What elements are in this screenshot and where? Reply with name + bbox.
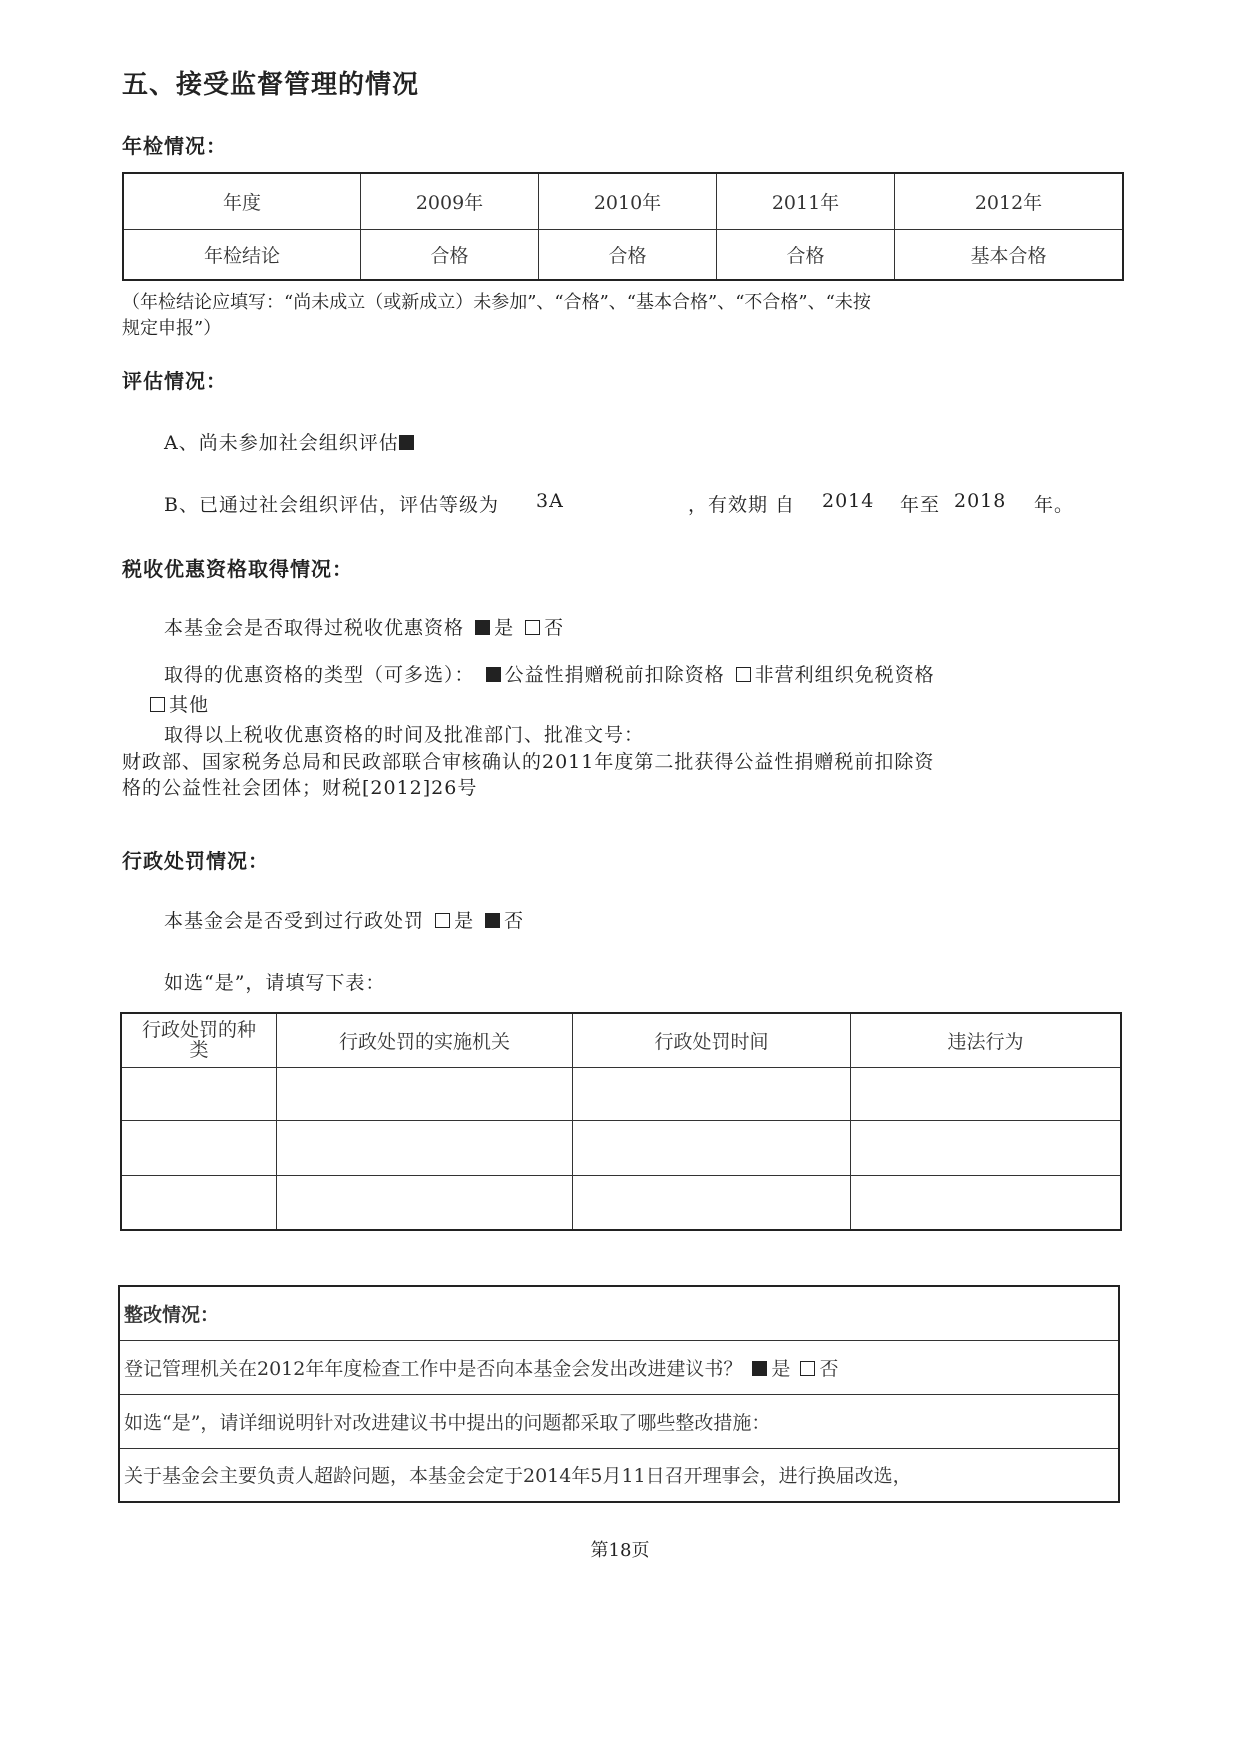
penalty-yes-label: 是 [454,910,475,932]
validity-suffix: 年。 [1034,494,1075,516]
option-a-checkbox[interactable] [399,435,414,450]
tax-answer-line2: 格的公益性社会团体；财税[2012]26号 [122,777,478,799]
section-title: 五、接受监督管理的情况 [122,70,420,100]
tax-yes-checkbox[interactable] [475,620,490,635]
tax-heading: 税收优惠资格取得情况： [122,557,353,581]
tax-type1-checkbox[interactable] [486,667,501,682]
table-cell: 年度 [123,173,361,229]
evaluation-grade: 3A [536,490,564,512]
penalty-no-label: 否 [504,910,525,932]
table-row [121,1067,1121,1120]
table-cell[interactable] [121,1175,277,1230]
table-cell[interactable] [573,1067,851,1120]
tax-type2-label: 非营利组织免税资格 [754,664,935,686]
evaluation-heading: 评估情况： [122,369,227,393]
tax-no-label: 否 [544,617,565,639]
rectification-heading: 整改情况： [119,1286,1119,1340]
validity-start-year: 2014 [822,490,875,512]
evaluation-option-b [164,490,499,517]
table-cell[interactable] [277,1175,573,1230]
table-cell: 2012年 [895,173,1124,229]
table-header-cell [121,1013,277,1067]
tax-type3-label: 其他 [169,694,210,716]
inspection-note: （年检结论应填写：“尚未成立（或新成立）未参加”、“合格”、“基本合格”、“不合格”、“未按 [122,292,871,313]
table-cell: 年检结论 [123,229,361,280]
table-cell[interactable] [851,1120,1122,1175]
rectification-no-label: 否 [819,1357,839,1380]
tax-q1 [164,613,564,640]
penalty-q1-label: 本基金会是否受到过行政处罚 [164,910,425,932]
rectification-answer: 关于基金会主要负责人超龄问题，本基金会定于2014年5月11日召开理事会，进行换届改选， [119,1448,1119,1502]
evaluation-option-a [164,428,418,455]
tax-q3: 取得以上税收优惠资格的时间及批准部门、批准文号： [164,724,645,746]
table-cell[interactable] [573,1175,851,1230]
rectification-q1 [119,1340,1119,1394]
table-cell: 合格 [361,229,539,280]
tax-q2 [164,660,935,687]
table-header-cell: 违法行为 [851,1013,1122,1067]
validity-end-year: 2018 [954,490,1007,512]
rectification-yes-checkbox[interactable] [752,1361,767,1376]
tax-no-checkbox[interactable] [525,620,540,635]
page-number: 第18页 [590,1540,650,1561]
penalty-no-checkbox[interactable] [485,913,500,928]
rectification-no-checkbox[interactable] [800,1361,815,1376]
penalty-yes-checkbox[interactable] [435,913,450,928]
table-cell: 2011年 [717,173,895,229]
table-cell: 合格 [539,229,717,280]
table-cell[interactable] [851,1175,1122,1230]
rectification-q1-label: 登记管理机关在2012年年度检查工作中是否向本基金会发出改进建议书？ [124,1357,743,1380]
table-row [121,1120,1121,1175]
table-cell[interactable] [573,1120,851,1175]
table-cell[interactable] [277,1067,573,1120]
penalty-table [120,1012,1122,1231]
option-a-label: A、尚未参加社会组织评估 [164,432,399,454]
table-row [121,1175,1121,1230]
table-cell: 基本合格 [895,229,1124,280]
annual-inspection-heading: 年检情况： [122,134,227,158]
table-header-cell: 行政处罚的实施机关 [277,1013,573,1067]
tax-type1-label: 公益性捐赠税前扣除资格 [504,664,725,686]
tax-q1-label: 本基金会是否取得过税收优惠资格 [164,617,465,639]
tax-answer-line1: 财政部、国家税务总局和民政部联合审核确认的2011年度第二批获得公益性捐赠税前扣除资 [122,751,935,773]
table-row [119,1394,1119,1448]
tax-type3 [150,690,209,717]
table-cell: 合格 [717,229,895,280]
table-header-cell: 行政处罚时间 [573,1013,851,1067]
col0-line1: 行政处罚的种 [141,1019,256,1042]
table-row [119,1340,1119,1394]
penalty-instruction: 如选“是”，请填写下表： [164,972,386,994]
rectification-yes-label: 是 [771,1357,791,1380]
table-cell[interactable] [121,1067,277,1120]
option-b-label: B、已通过社会组织评估，评估等级为 [164,494,499,516]
tax-yes-label: 是 [494,617,515,639]
table-cell[interactable] [277,1120,573,1175]
annual-inspection-table [122,172,1124,281]
table-row [119,1448,1119,1502]
table-row [119,1286,1119,1340]
inspection-note-cont: 规定申报”） [122,318,222,339]
tax-type2-checkbox[interactable] [736,667,751,682]
table-cell: 2009年 [361,173,539,229]
validity-prefix: ，有效期 自 [688,494,796,516]
table-cell[interactable] [851,1067,1122,1120]
rectification-q2: 如选“是”，请详细说明针对改进建议书中提出的问题都采取了哪些整改措施： [119,1394,1119,1448]
tax-q2-label: 取得的优惠资格的类型（可多选）： [164,664,475,686]
table-cell[interactable] [121,1120,277,1175]
table-cell: 2010年 [539,173,717,229]
rectification-table [118,1285,1120,1503]
tax-type3-checkbox[interactable] [150,697,165,712]
penalty-heading: 行政处罚情况： [122,849,269,873]
table-row [123,173,1123,229]
table-header-row [121,1013,1121,1067]
col0-line2: 类 [189,1039,209,1062]
validity-mid: 年至 [900,494,941,516]
penalty-q1 [164,906,524,933]
table-row [123,229,1123,280]
